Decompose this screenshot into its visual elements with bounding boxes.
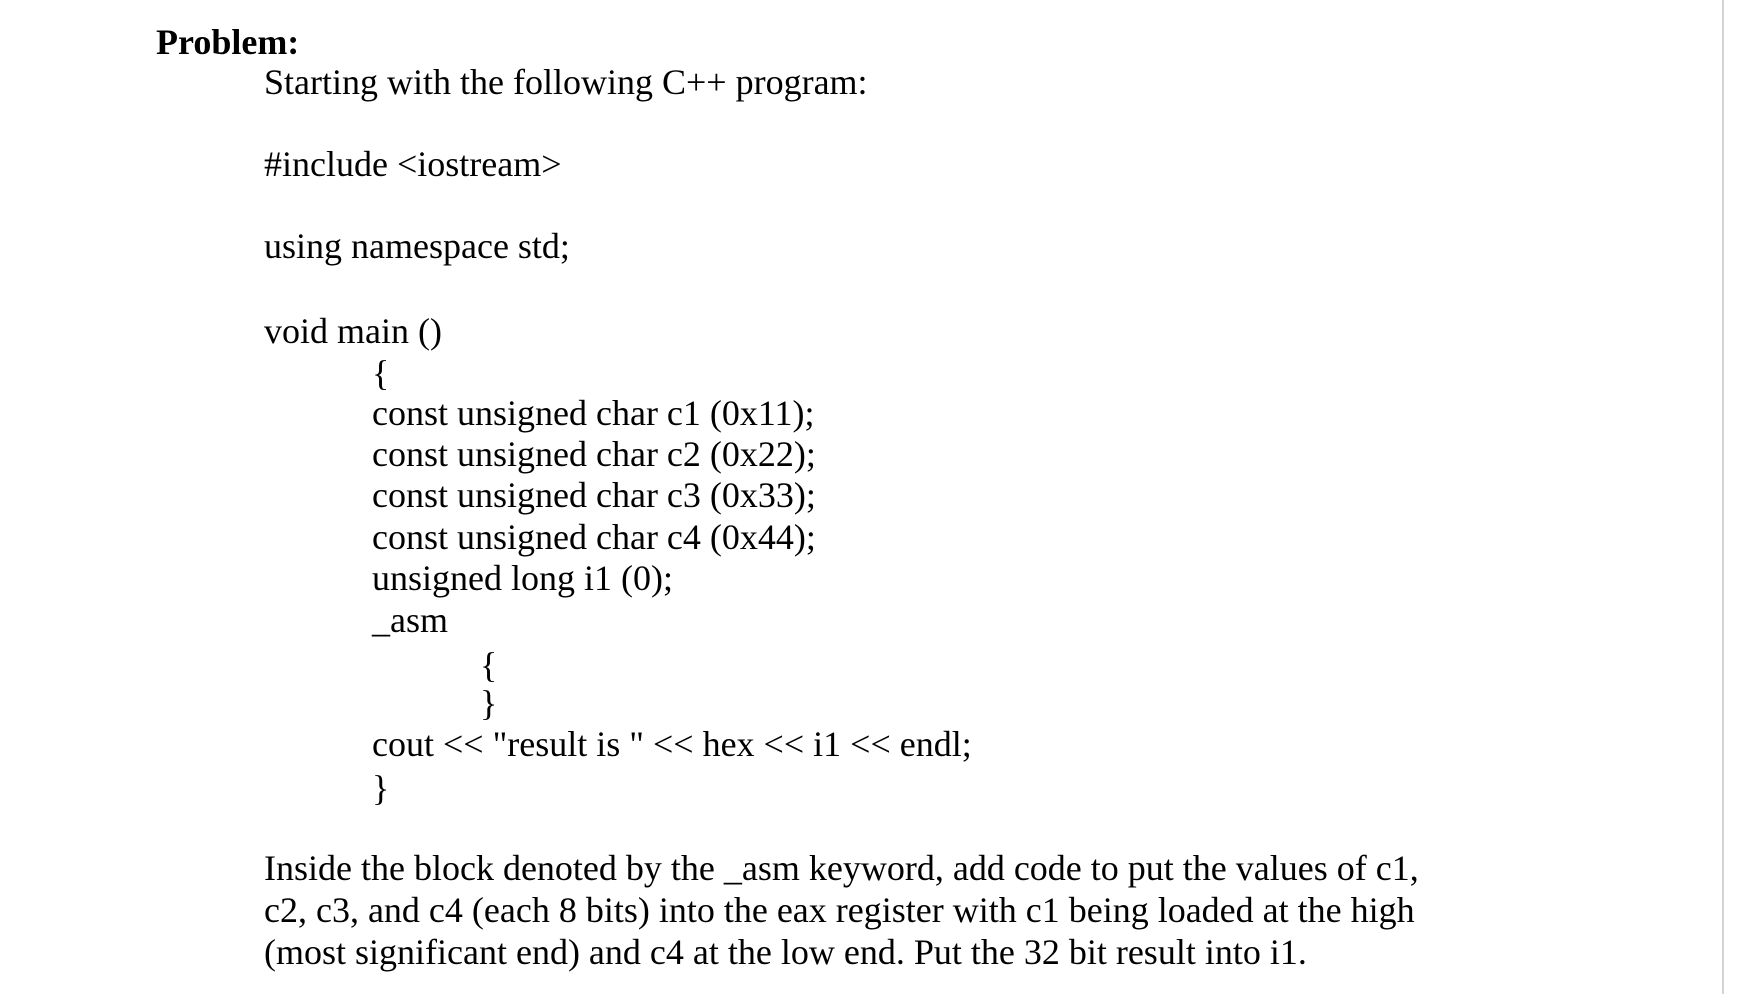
code-decl-c1: const unsigned char c1 (0x11); [372,393,815,433]
code-main-signature: void main () [264,311,442,351]
code-close-brace: } [372,768,390,808]
code-using-line: using namespace std; [264,226,570,266]
instructions-line-3: (most significant end) and c4 at the low end. Put the 32 bit result into i1. [264,932,1307,972]
code-decl-i1: unsigned long i1 (0); [372,558,673,598]
code-decl-c2: const unsigned char c2 (0x22); [372,434,816,474]
intro-text: Starting with the following C++ program: [264,62,868,102]
instructions-line-2: c2, c3, and c4 (each 8 bits) into the eax register with c1 being loaded at the high [264,890,1415,930]
code-decl-c3: const unsigned char c3 (0x33); [372,475,816,515]
instructions-line-1: Inside the block denoted by the _asm keyword, add code to put the values of c1, [264,848,1419,888]
page-right-margin [1724,0,1755,994]
code-decl-c4: const unsigned char c4 (0x44); [372,517,816,557]
problem-heading: Problem: [156,22,300,62]
code-open-brace: { [372,353,390,393]
code-asm-close-brace: } [480,683,498,723]
code-include-line: #include <iostream> [264,144,562,184]
code-cout-line: cout << "result is " << hex << i1 << endl; [372,724,972,764]
code-asm-keyword: _asm [372,600,448,640]
code-asm-open-brace: { [480,645,498,685]
instructions-paragraph [264,847,1464,973]
